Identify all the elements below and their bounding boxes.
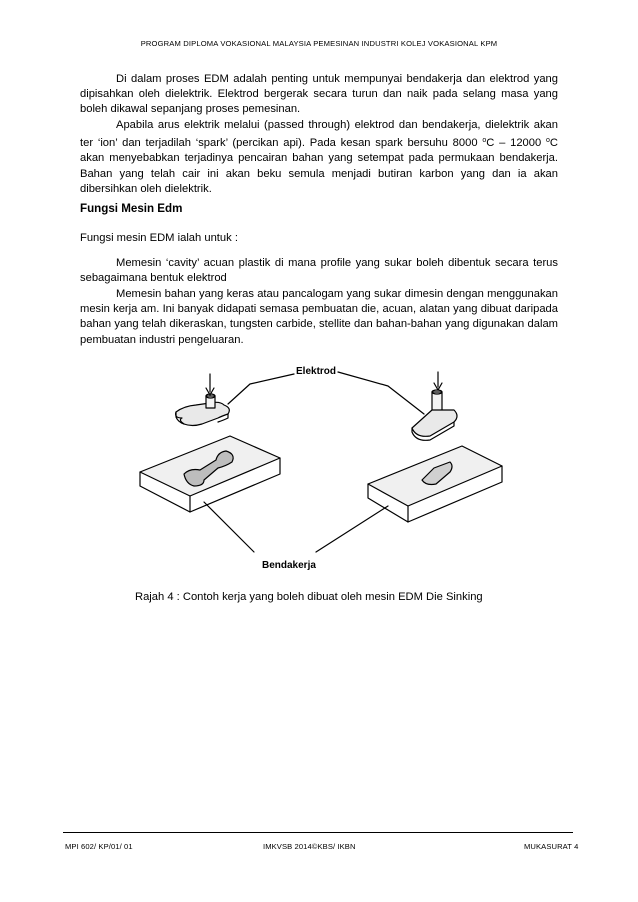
label-elektrod: Elektrod xyxy=(296,366,337,377)
footer-page-number: MUKASURAT 4 xyxy=(524,842,579,851)
degree-symbol: o xyxy=(482,137,487,145)
degree-symbol: o xyxy=(546,137,550,145)
function-item-cavity: Memesin ‘cavity’ acuan plastik di mana profile yang sukar boleh dibentuk secara terus sebagaimana bentuk elektrod xyxy=(80,257,558,285)
edm-die-sinking-figure xyxy=(132,362,508,584)
page-header: PROGRAM DIPLOMA VOKASIONAL MALAYSIA PEMESINAN INDUSTRI KOLEJ VOKASIONAL KPM xyxy=(140,39,498,48)
paragraph-spark xyxy=(80,118,558,197)
paragraph-edm-process: Di dalam proses EDM adalah penting untuk mempunyai bendakerja dan elektrod yang dipisahkan oleh dielektrik. Elektrod bergerak secara turun dan naik pada selang masa yang boleh dikawal sepanjang proses pemesinan. xyxy=(80,73,558,116)
paragraph-spark-part2: C – 12000 xyxy=(486,137,546,150)
figure-caption: Rajah 4 : Contoh kerja yang boleh dibuat oleh mesin EDM Die Sinking xyxy=(135,591,483,603)
label-bendakerja: Bendakerja xyxy=(262,560,316,571)
paragraph-spark-part3: C akan menyebabkan terjadinya pencairan bahan yang setempat pada permukaan bendakerja. Bahan yang telah cair ini akan beku semula menjadi butiran karbon yang dan ia akan dibersihkan oleh dielektrik. xyxy=(80,137,558,195)
section-heading: Fungsi Mesin Edm xyxy=(80,202,183,215)
function-item-hard-material: Memesin bahan yang keras atau pancalogam yang sukar dimesin dengan menggunakan mesin kerja am. Ini banyak didapati semasa pembuatan die, acuan, alatan yang dibuat daripada bahan yang telah dikeraskan, tungsten carbide, stellite dan bahan-bahan yang digunakan dalam pembuatan industri pengeluaran. xyxy=(80,288,558,346)
footer-divider xyxy=(63,832,573,833)
footer-document-code: MPI 602/ KP/01/ 01 xyxy=(65,842,133,851)
footer-copyright: IMKVSB 2014©KBS/ IKBN xyxy=(263,842,356,851)
function-intro: Fungsi mesin EDM ialah untuk : xyxy=(80,232,238,244)
paragraph-spark-part1: Apabila arus elektrik melalui (passed through) elektrod dan bendakerja, dielektrik akan ter ‘ion’ dan terjadilah ‘spark’ (percikan api). Pada kesan spark bersuhu 8000 xyxy=(80,119,558,150)
